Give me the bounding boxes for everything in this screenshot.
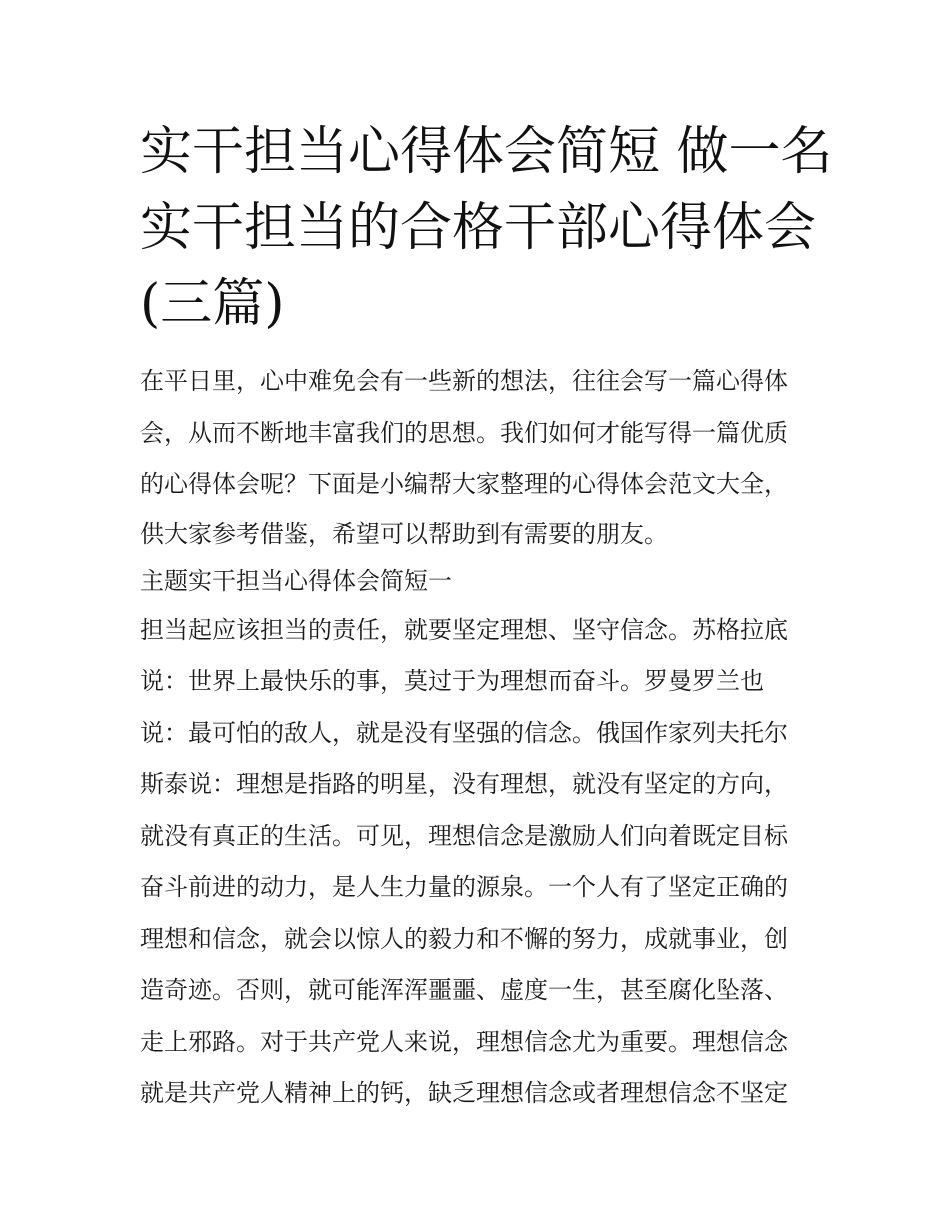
document-body bbox=[140, 356, 820, 1120]
body-line: 就是共产党人精神上的钙，缺乏理想信念或者理想信念不坚定 bbox=[140, 1079, 788, 1107]
section-heading: 主题实干担当心得体会简短一 bbox=[140, 566, 452, 595]
body-line: 走上邪路。对于共产党人来说，理想信念尤为重要。理想信念 bbox=[140, 1027, 788, 1056]
body-line: 说：最可怕的敌人，就是没有坚强的信念。俄国作家列夫托尔 bbox=[140, 718, 788, 747]
body-line: 造奇迹。否则，就可能浑浑噩噩、虚度一生，甚至腐化坠落、 bbox=[140, 976, 788, 1004]
title-line: (三篇) bbox=[140, 274, 285, 334]
body-line: 斯泰说：理想是指路的明星，没有理想，就没有坚定的方向， bbox=[140, 770, 788, 798]
body-line: 担当起应该担当的责任，就要坚定理想、坚守信念。苏格拉底 bbox=[140, 615, 788, 644]
body-line: 理想和信念，就会以惊人的毅力和不懈的努力，成就事业，创 bbox=[140, 924, 788, 953]
intro-line: 在平日里，心中难免会有一些新的想法，往往会写一篇心得体 bbox=[140, 367, 788, 395]
body-line: 奋斗前进的动力，是人生力量的源泉。一个人有了坚定正确的 bbox=[140, 873, 788, 901]
body-line: 说：世界上最快乐的事，莫过于为理想而奋斗。罗曼罗兰也 bbox=[140, 667, 764, 695]
body-line: 就没有真正的生活。可见，理想信念是激励人们向着既定目标 bbox=[140, 821, 788, 850]
title-line: 实干担当心得体会简短 做一名 bbox=[140, 122, 833, 182]
title-line: 实干担当的合格干部心得体会 bbox=[140, 198, 817, 258]
intro-line: 会，从而不断地丰富我们的思想。我们如何才能写得一篇优质 bbox=[140, 418, 788, 447]
intro-line: 的心得体会呢？下面是小编帮大家整理的心得体会范文大全， bbox=[140, 470, 788, 498]
document-title bbox=[140, 114, 833, 342]
intro-line: 供大家参考借鉴，希望可以帮助到有需要的朋友。 bbox=[140, 519, 668, 548]
